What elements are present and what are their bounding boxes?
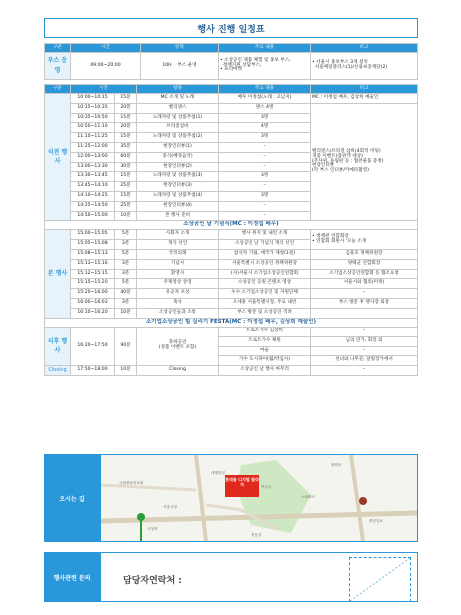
festa-label: 식후 행사: [45, 327, 71, 365]
row-item: 유공자 포상: [137, 289, 219, 299]
opening-note-details: 벨리댄스/브라질 삼바(4회씩 미팅) 경품 이벤트(참관객 대상) (주사위, 돌림판 등 : 협찬물품 증정) 현장인터뷰 (각 부스 인터뷰/카메라촬영): [311, 103, 418, 221]
row-duration: 3분: [115, 269, 137, 279]
row-duration: 15분: [115, 133, 137, 143]
row-item: 개식 선언: [137, 240, 219, 250]
closing-duration: 10분: [115, 365, 137, 375]
row-time: 15:08~15:13: [71, 249, 115, 259]
closing-item: Closing: [137, 365, 219, 375]
schedule-table: [44, 84, 418, 376]
table-row: [45, 230, 418, 240]
directions-label: 오시는 길: [44, 454, 100, 542]
row-duration: 35분: [115, 142, 137, 152]
row-time: 16:00~16:03: [71, 298, 115, 308]
row-duration: 5분: [115, 230, 137, 240]
booth-time: 09:00~20:00: [71, 53, 141, 80]
row-content: 부스 방문 및 소상공인 격려: [219, 308, 311, 318]
map-place: 광화문: [331, 463, 342, 467]
ceremony-note-open: • 정책관 연합회장 • 연합회 회원사 '오늘 소개: [311, 230, 418, 250]
row-item: 축사: [137, 298, 219, 308]
map-place: 국립중앙의료원: [119, 481, 144, 485]
row-content: 소상공인 응원 콘텐츠 영상: [219, 279, 311, 289]
table-row: [45, 103, 418, 113]
booth-duration-item: 10H 부스 운영: [141, 53, 219, 80]
booth-label: 부스 운영: [45, 53, 71, 80]
row-content: 3명: [219, 191, 311, 201]
row-content: 3명: [219, 133, 311, 143]
row-note: 선녀와 나무꾼, 달빛장가에서: [311, 356, 418, 366]
row-content: 3명: [219, 172, 311, 182]
row-item: 노래자랑 및 상품추첨(4): [137, 191, 219, 201]
row-note: 부스 방문 후 행사장 퇴장: [311, 298, 418, 308]
row-note: 양태균 연합회장: [311, 259, 418, 269]
row-item: 소상공인들과 소통: [137, 308, 219, 318]
row-time: 11:10~11:25: [71, 133, 115, 143]
row-content: 트로트가수 채원: [219, 337, 311, 347]
row-content: 마술: [219, 346, 311, 356]
page-title: 행사 진행 일정표: [44, 18, 418, 38]
row-content: 서울특별시 소상공인 정책위원장: [219, 259, 311, 269]
location-map[interactable]: [100, 454, 418, 542]
row-item: 노래자랑 및 상품추첨(2): [137, 133, 219, 143]
table-row: [45, 289, 418, 299]
map-place: 정동길: [251, 533, 262, 537]
booth-table: [44, 43, 418, 80]
booth-note: • 서울시 홍보부스 3개 설치 서울배달플러스(1)/신용보증재단(2): [311, 53, 418, 80]
header-content: 주요 내용: [219, 85, 311, 94]
row-note: –: [311, 327, 418, 337]
row-note: –: [311, 289, 418, 299]
row-duration: 15분: [115, 191, 137, 201]
row-time: 15:15~15:20: [71, 279, 115, 289]
row-content: –: [219, 162, 311, 172]
row-duration: 10분: [115, 308, 137, 318]
row-time: 15:12~15:15: [71, 269, 115, 279]
contact-text: 담당자연락처 :: [123, 576, 182, 586]
closing-note: –: [311, 365, 418, 375]
row-time: 10:15~10:35: [71, 103, 115, 113]
row-duration: 5분: [115, 279, 137, 289]
directions-section: [44, 454, 418, 542]
row-content: –: [219, 211, 311, 221]
map-place: 대명빌딩: [211, 471, 225, 475]
table-row: [45, 269, 418, 279]
header-time: 시간: [71, 44, 141, 53]
header-content: 주요 내용: [219, 44, 311, 53]
row-content: –: [219, 182, 311, 192]
row-duration: 60분: [115, 152, 137, 162]
row-item: 환영사: [137, 269, 219, 279]
contact-section: [44, 552, 418, 602]
closing-label: Closing: [45, 365, 71, 375]
row-time: 15:20~16:00: [71, 289, 115, 299]
table-row: [45, 249, 418, 259]
row-time: 14:50~15:00: [71, 211, 115, 221]
map-place: 덕수궁: [261, 485, 272, 489]
row-content: 우수 소기업소상공인 및 지원단체: [219, 289, 311, 299]
booth-content: • 소상공인 제품 체험 및 홍보 부스, 정책지원 상담부스, • 프리마켓: [219, 53, 311, 80]
row-time: 13:45~14:10: [71, 182, 115, 192]
header-item: 항목: [141, 44, 219, 53]
row-duration: 15분: [115, 172, 137, 182]
row-item: 벨리댄스: [137, 103, 219, 113]
row-note: 님의 연가, 회장 외: [311, 337, 418, 347]
table-row: [45, 308, 418, 318]
row-time: 13:00~13:30: [71, 162, 115, 172]
header-note: 비고: [311, 85, 418, 94]
row-content: 가수 도시파이(월/박입사): [219, 356, 311, 366]
row-duration: 3분: [115, 240, 137, 250]
row-duration: 25분: [115, 201, 137, 211]
row-time: 15:00~15:05: [71, 230, 115, 240]
closing-time: 17:50~18:00: [71, 365, 115, 375]
festa-section-title: 소기업소상공인 힐 실리기 FESTA(MC : 이정섭 배우, 김상희 예술인): [45, 318, 418, 327]
festa-duration: 90분: [115, 327, 137, 365]
table-row: [45, 298, 418, 308]
row-item: 현장인터뷰(1): [137, 142, 219, 152]
row-item: 국민의례: [137, 249, 219, 259]
table-row: [45, 94, 418, 104]
row-duration: 15분: [115, 113, 137, 123]
row-item: MC 소개 및 노래: [137, 94, 219, 104]
stamp-diagonal: [350, 558, 410, 601]
row-duration: 10분: [115, 211, 137, 221]
table-row: [45, 279, 418, 289]
row-note: 소기업소상공인연합회 등 협조요청: [311, 269, 418, 279]
row-content: 오세훈 서울특별시장, 주요 내빈: [219, 298, 311, 308]
header-category: 구분: [45, 85, 71, 94]
row-time: 14:25~14:50: [71, 201, 115, 211]
row-item: 노래자랑 및 상품추첨(1): [137, 113, 219, 123]
row-item: 기념사: [137, 259, 219, 269]
row-time: 10:50~11:10: [71, 123, 115, 133]
header-note: 비고: [311, 44, 418, 53]
row-content: (사)서울시 소기업소상공인연합회: [219, 269, 311, 279]
row-content: 3명: [219, 113, 311, 123]
row-time: 10:00~10:15: [71, 94, 115, 104]
table-row: [45, 327, 418, 337]
stamp-box: [349, 557, 411, 602]
map-place: 스타파크: [301, 495, 315, 499]
header-item: 항목: [137, 85, 219, 94]
opening-label: 식전 행사: [45, 94, 71, 221]
row-duration: 40분: [115, 289, 137, 299]
row-time: 14:10~14:25: [71, 191, 115, 201]
row-item: 현장인터뷰(4): [137, 201, 219, 211]
map-place: 중앙일보: [369, 519, 383, 523]
row-item: 중식(배경음악): [137, 152, 219, 162]
row-duration: 5분: [115, 249, 137, 259]
row-duration: 15분: [115, 94, 137, 104]
row-item: 현장인터뷰(2): [137, 162, 219, 172]
row-item: 노래자랑 및 상품추첨(3): [137, 172, 219, 182]
row-duration: 3분: [115, 259, 137, 269]
row-time: 16:10~16:20: [71, 308, 115, 318]
row-duration: 20분: [115, 123, 137, 133]
row-time: 13:30~13:45: [71, 172, 115, 182]
row-content: –: [219, 152, 311, 162]
row-duration: 30분: [115, 162, 137, 172]
ceremony-label: 본 행사: [45, 230, 71, 318]
row-item: 사회자 소개: [137, 230, 219, 240]
row-content: –: [219, 142, 311, 152]
row-time: 12:00~13:00: [71, 152, 115, 162]
row-note: 김용호 정책위원장: [311, 249, 418, 259]
row-note: 서울시와 협의(미정): [311, 279, 418, 289]
row-content: 트로트가수 김상희: [219, 327, 311, 337]
map-place: 서울시청: [163, 505, 177, 509]
row-time: 15:05~15:08: [71, 240, 115, 250]
ceremony-section-title: 소상공인 날 기념식(MC : 이정섭 배우): [45, 221, 418, 230]
closing-content: 소상공인 날 행사 마무리: [219, 365, 311, 375]
header-time: 시간: [71, 85, 137, 94]
festa-item: 축하공연 (경품 이벤트 포함): [137, 327, 219, 365]
table-row: [45, 259, 418, 269]
opening-note-mc: MC : 이정섭 배우, 김상희 예술인: [311, 94, 418, 104]
row-content: 참석자 기립, 애국가 제창(1절): [219, 249, 311, 259]
row-time: 10:35~10:50: [71, 113, 115, 123]
row-content: 배우 이정섭(노래 : 고남지): [219, 94, 311, 104]
row-item: 현장인터뷰(3): [137, 182, 219, 192]
row-duration: 3분: [115, 298, 137, 308]
row-item: 브라질삼바: [137, 123, 219, 133]
row-content: 4명: [219, 123, 311, 133]
map-place: 시청역: [147, 527, 158, 531]
row-time: 11:25~12:00: [71, 142, 115, 152]
festa-time: 16:20~17:50: [71, 327, 115, 365]
header-category: 구분: [45, 44, 71, 53]
row-content: 댄스 4명: [219, 103, 311, 113]
row-note: [311, 308, 418, 318]
contact-label: 행사관련 문의: [44, 552, 100, 602]
row-content: –: [219, 201, 311, 211]
row-note: –: [311, 346, 418, 356]
row-duration: 25분: [115, 182, 137, 192]
row-content: 행사 취지 및 내빈 소개: [219, 230, 311, 240]
row-duration: 20분: [115, 103, 137, 113]
event-location-marker[interactable]: 롯데몰 디지털 플라자: [225, 475, 259, 497]
contact-box: [100, 552, 418, 602]
row-content: 소상공인 날 기념식 개식 선언: [219, 240, 311, 250]
row-item: 본 행사 준비: [137, 211, 219, 221]
row-time: 15:13~15:16: [71, 259, 115, 269]
row-item: 주제영상 상영: [137, 279, 219, 289]
